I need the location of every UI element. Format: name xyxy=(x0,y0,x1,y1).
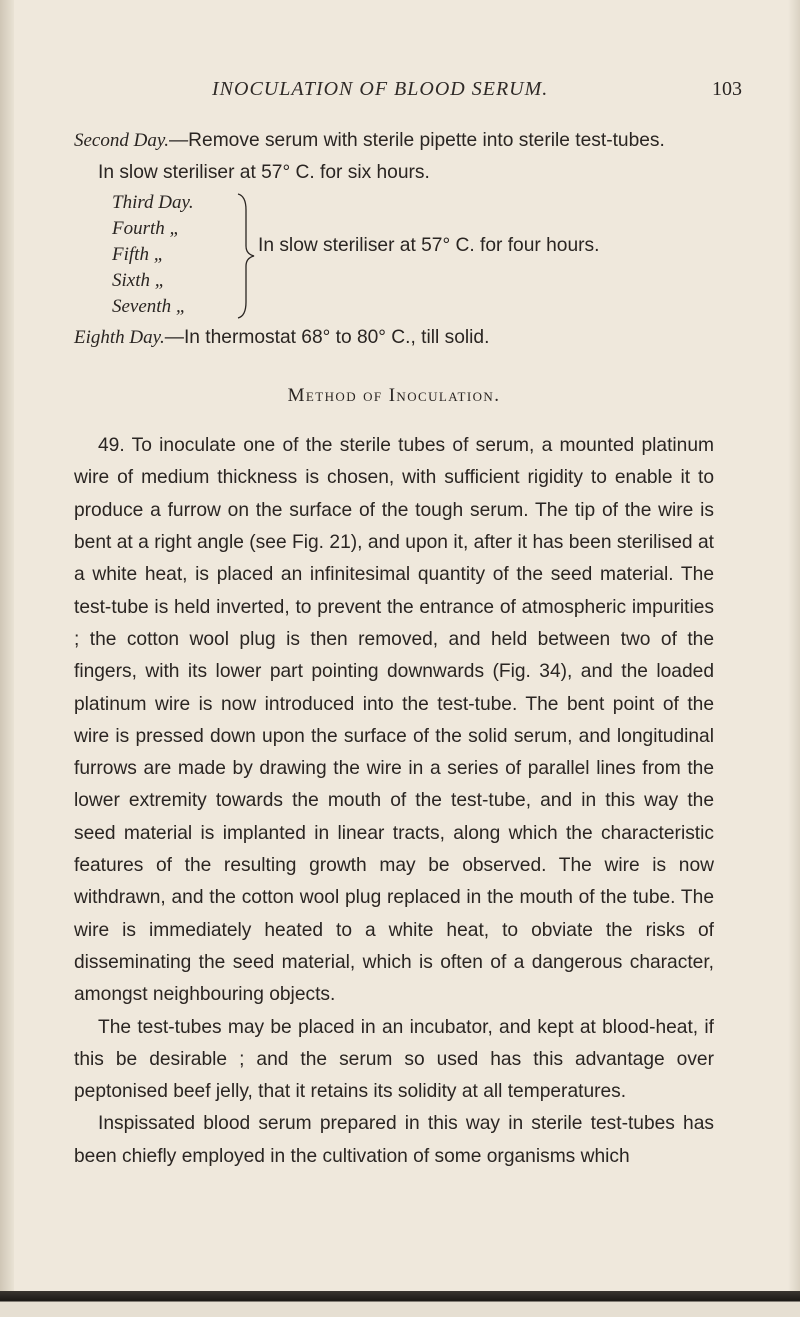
page-right-edge xyxy=(788,0,800,1317)
second-day-entry xyxy=(74,125,714,157)
grouped-days-list xyxy=(112,190,232,320)
eighth-day-entry xyxy=(74,322,714,354)
day-label: Third Day. xyxy=(112,191,194,213)
second-day-text: —Remove serum with sterile pipette into sterile test-tubes. xyxy=(168,130,665,151)
grouped-days-text: In slow steriliser at 57° C. for four hours. xyxy=(258,234,600,256)
section-heading: Method of Inoculation. xyxy=(287,384,501,406)
right-brace-icon xyxy=(236,192,256,320)
page-header xyxy=(0,78,800,110)
page-bottom-edge xyxy=(0,1291,800,1317)
day-label: Sixth „ xyxy=(112,269,166,291)
second-day-label: Second Day. xyxy=(74,130,169,151)
grouped-days xyxy=(112,190,714,322)
paragraph: The test-tubes may be placed in an incubator, and kept at blood-heat, if this be desirable ; and the serum so used has this advantage over peptonised beef jelly, that it retains its solidity at all temperatures. xyxy=(74,1016,714,1103)
page-body xyxy=(74,125,714,1173)
eighth-day-label: Eighth Day. xyxy=(74,326,165,348)
second-day-line2: In slow steriliser at 57° C. for six hours. xyxy=(98,162,430,184)
day-label: Fourth „ xyxy=(112,217,181,239)
paragraph: 49. To inoculate one of the sterile tubes of serum, a mounted platinum wire of medium thickness is chosen, with sufficient rigidity to enable it to produce a furrow on the surface of the tough serum. The tip of the wire is bent at a right angle (see Fig. 21), and upon it, after it has been sterilised at a white heat, is placed an infinitesimal quantity of the seed material. The test-tube is held inverted, to prevent the entrance of atmospheric impurities ; the cotton wool plug is then removed, and held between two of the fingers, with its lower part pointing downwards (Fig. 34), and the loaded platinum wire is now introduced into the test-tube. The bent point of the wire is pressed down upon the surface of the solid serum, and longitudinal furrows are made by drawing the wire in a series of parallel lines from the lower extremity towards the mouth of the test-tube, and in this way the seed material is implanted in linear tracts, along which the characteristic features of the resulting growth may be observed. The wire is now withdrawn, and the cotton wool plug replaced in the mouth of the tube. The wire is immediately heated to a white heat, to obviate the risks of disseminating the seed material, which is often of a dangerous character, amongst neighbouring objects. xyxy=(74,435,714,1006)
day-label: Fifth „ xyxy=(112,243,165,265)
eighth-day-text: —In thermostat 68° to 80° C., till solid. xyxy=(164,326,490,348)
page-number: 103 xyxy=(712,78,742,100)
running-head: INOCULATION OF BLOOD SERUM. xyxy=(212,78,549,100)
paragraph: Inspissated blood serum prepared in this way in sterile test-tubes has been chiefly employed in the cultivation of some organisms which xyxy=(74,1113,714,1167)
page-left-edge xyxy=(0,0,14,1317)
day-label: Seventh „ xyxy=(112,295,187,317)
